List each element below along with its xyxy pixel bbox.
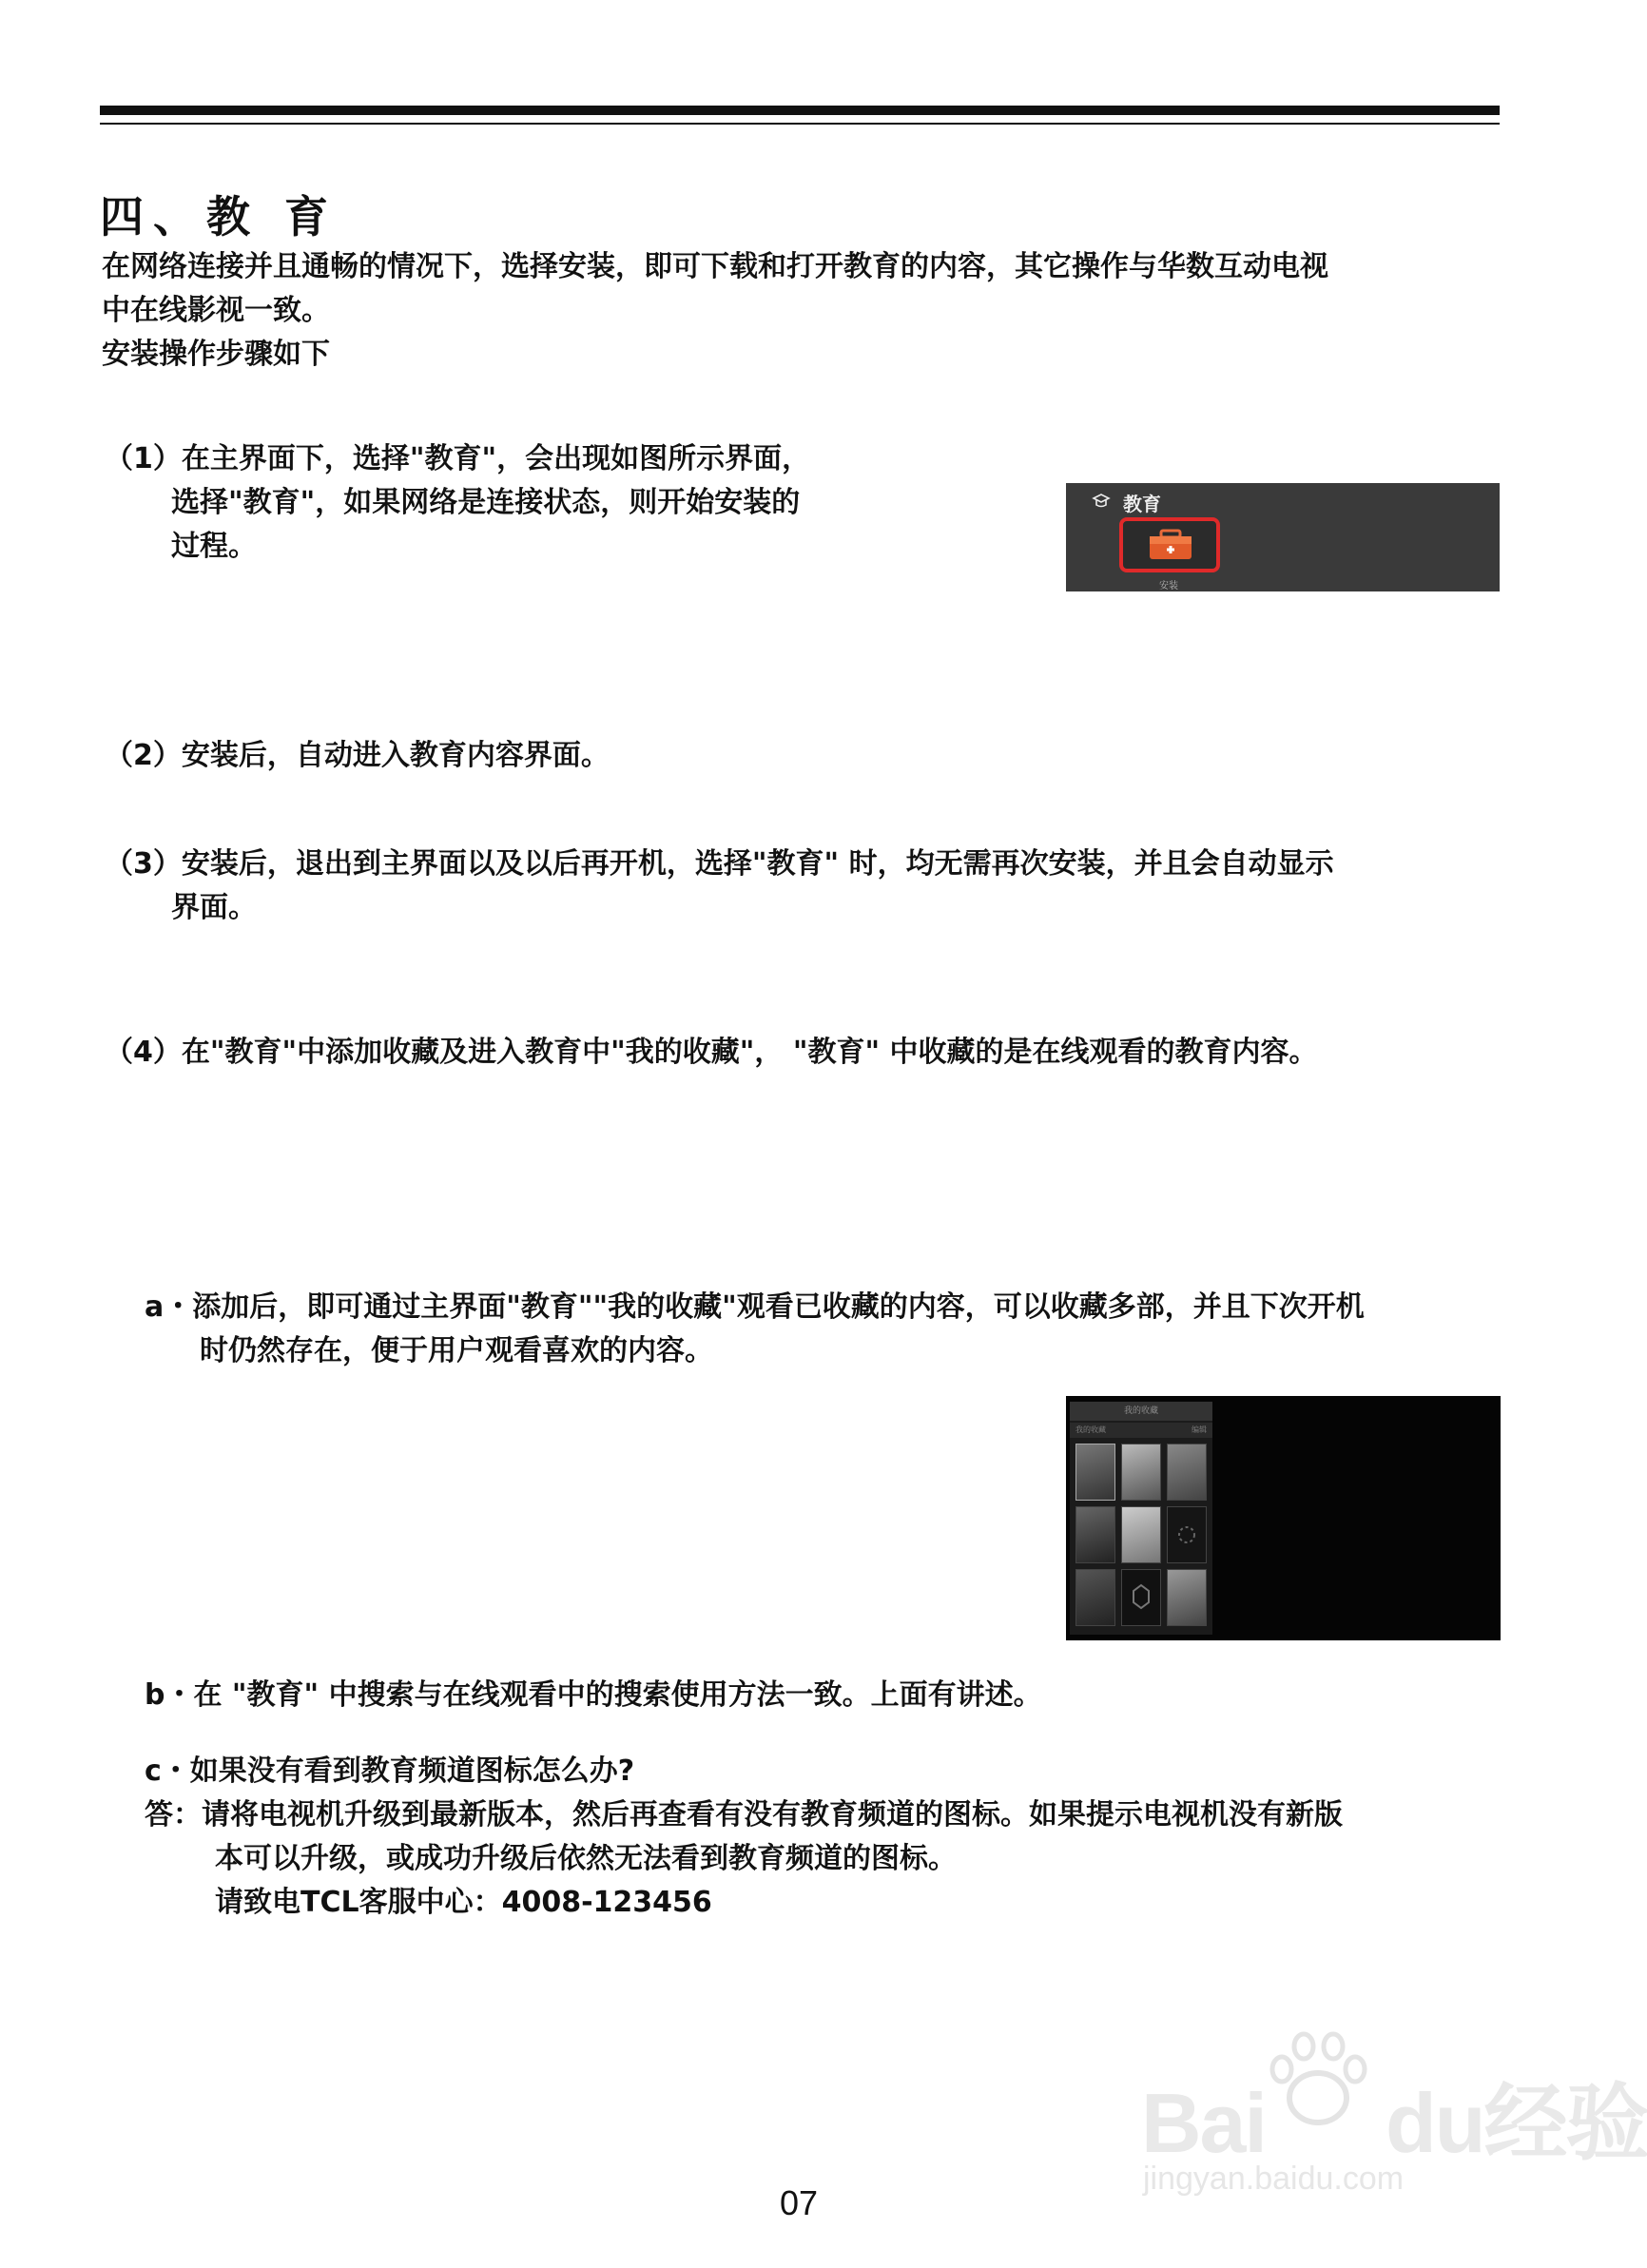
favorite-thumbnail [1121, 1569, 1161, 1626]
loading-spinner-icon [1168, 1507, 1206, 1562]
note-c-answer-1: 答：请将电视机升级到最新版本，然后再查看有没有教育频道的图标。如果提示电视机没有新版 [145, 1798, 1343, 1832]
note-a-line-2: 时仍然存在，便于用户观看喜欢的内容。 [200, 1334, 713, 1367]
panel-title: 我的收藏 [1070, 1402, 1212, 1421]
top-rule-thick [100, 106, 1500, 115]
screenshot-title: 教育 [1123, 493, 1161, 515]
intro-line-3: 安装操作步骤如下 [102, 338, 330, 371]
intro-line-2: 中在线影视一致。 [102, 294, 330, 327]
step-4-line-1: （4）在"教育"中添加收藏及进入教育中"我的收藏"， "教育" 中收藏的是在线观看的教育内容。 [105, 1036, 1318, 1069]
loading-thumbnail [1167, 1506, 1207, 1563]
panel-tabs [1070, 1423, 1212, 1438]
install-label: 安装 [1159, 581, 1178, 591]
page-number: 07 [779, 2183, 819, 2222]
favorite-thumbnail [1075, 1444, 1115, 1501]
top-rule-thin [100, 123, 1500, 125]
watermark-brand: Bai du经验 [1141, 2076, 1647, 2170]
note-a-line-1: a・添加后，即可通过主界面"教育""我的收藏"观看已收藏的内容，可以收藏多部，并且下次开机 [145, 1290, 1365, 1324]
cap-icon [1093, 493, 1110, 510]
note-c-answer-2: 本可以升级，或成功升级后依然无法看到教育频道的图标。 [215, 1842, 957, 1875]
favorite-thumbnail [1167, 1444, 1207, 1501]
install-tile [1119, 517, 1220, 572]
intro-line-1: 在网络连接并且通畅的情况下，选择安装，即可下载和打开教育的内容，其它操作与华数互动电视 [102, 250, 1328, 283]
favorites-panel [1070, 1402, 1212, 1635]
favorites-screenshot [1066, 1396, 1501, 1640]
step-1-line-3: 过程。 [171, 530, 257, 563]
favorite-thumbnail [1121, 1444, 1161, 1501]
favorite-thumbnail [1075, 1569, 1115, 1626]
step-1-line-1: （1）在主界面下，选择"教育"，会出现如图所示界面， [105, 442, 811, 475]
step-1-line-2: 选择"教育"，如果网络是连接状态，则开始安装的 [171, 486, 801, 519]
watermark-url: jingyan.baidu.com [1143, 2161, 1405, 2197]
toolbox-icon [1148, 529, 1193, 561]
favorite-thumbnail [1075, 1506, 1115, 1563]
note-c-question: c・如果没有看到教育频道图标怎么办? [145, 1754, 635, 1788]
step-2-line-1: （2）安装后，自动进入教育内容界面。 [105, 739, 610, 772]
panel-tab-favorites: 我的收藏 [1075, 1425, 1106, 1434]
section-heading: 四、教 育 [100, 191, 339, 242]
badge-icon [1122, 1570, 1160, 1625]
favorite-thumbnail [1167, 1569, 1207, 1626]
note-b-line-1: b・在 "教育" 中搜索与在线观看中的搜索使用方法一致。上面有讲述。 [145, 1678, 1042, 1712]
favorite-thumbnail [1121, 1506, 1161, 1563]
step-3-line-1: （3）安装后，退出到主界面以及以后再开机，选择"教育" 时，均无需再次安装，并且会自动显示 [105, 847, 1334, 881]
panel-tab-edit: 编辑 [1192, 1425, 1207, 1434]
step-3-line-2: 界面。 [171, 891, 257, 924]
note-c-answer-3: 请致电TCL客服中心：4008-123456 [215, 1886, 712, 1919]
education-home-screenshot [1066, 483, 1500, 591]
